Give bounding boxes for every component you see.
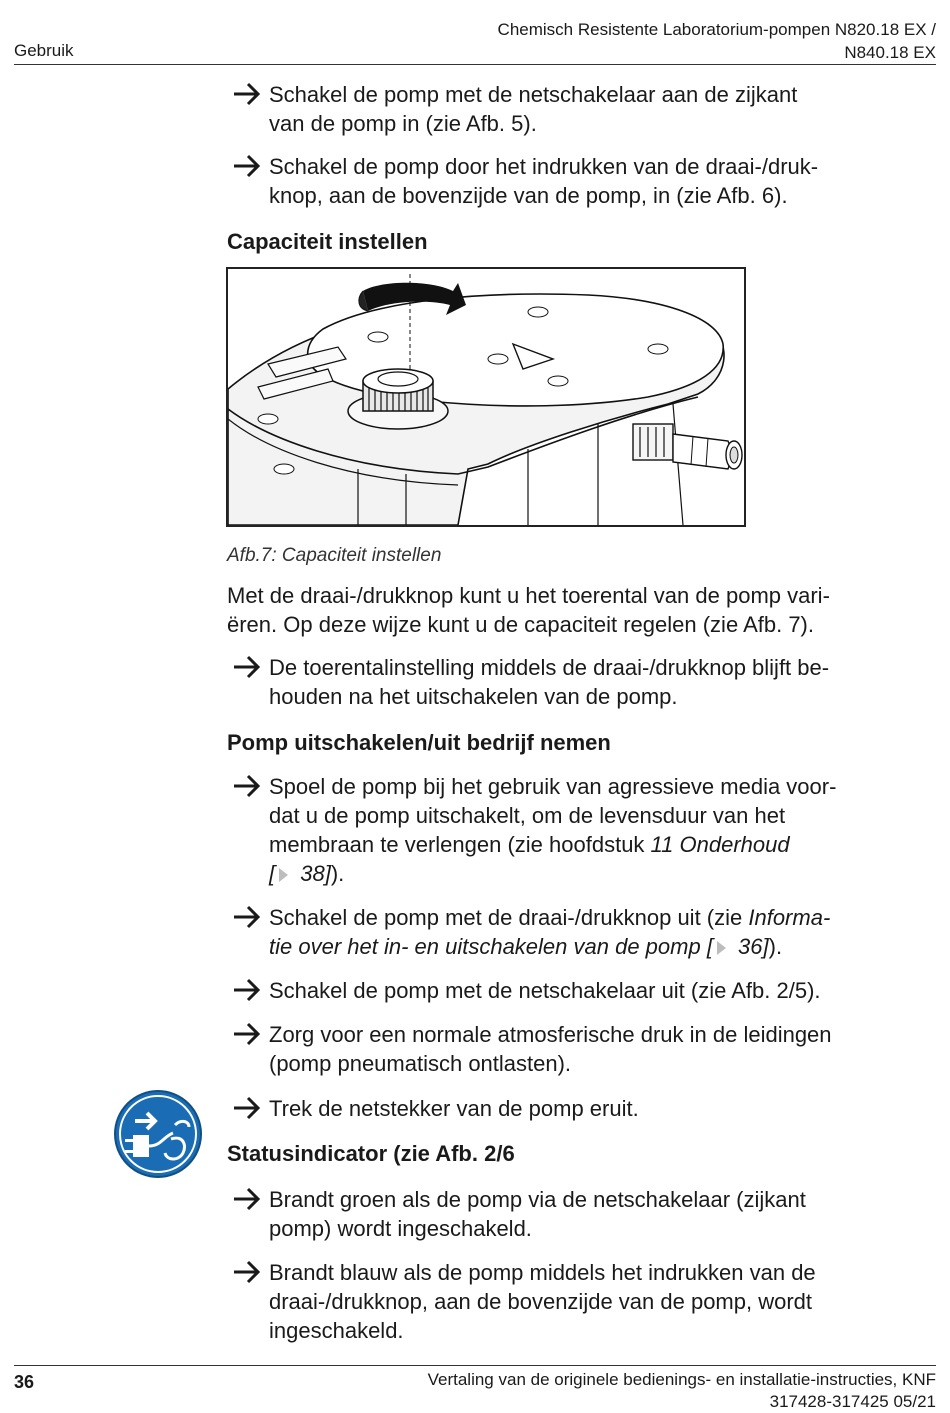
page-ref-open: [ (269, 861, 276, 886)
para-line: ëren. Op deze wijze kunt u de capaciteit regelen (zie Afb. 7). (227, 612, 814, 637)
step-pressure-release (232, 1020, 922, 1078)
header-section: Gebruik (14, 41, 74, 60)
step-line: houden na het uitschakelen van de pomp. (269, 684, 678, 709)
right-arrow-icon (232, 772, 262, 807)
chapter-link[interactable]: 11 Onderhoud (650, 832, 790, 857)
page-ref[interactable]: 36] (731, 934, 769, 959)
footer-line1: Vertaling van de originele bedienings- en installatie-instructies, KNF (427, 1370, 936, 1389)
page-ref-close: ). (768, 934, 783, 959)
step-line: draai-/drukknop, aan de bovenzijde van de pomp, wordt (269, 1289, 813, 1314)
right-arrow-icon (232, 152, 262, 187)
header-title (336, 18, 936, 64)
disconnect-mains-plug-icon (113, 1089, 203, 1179)
figure-caption: Afb.7: Capaciteit instellen (227, 545, 442, 566)
step-unplug (232, 1094, 922, 1123)
right-arrow-icon (232, 1185, 262, 1220)
step-line: dat u de pomp uitschakelt, om de levensduur van het (269, 803, 786, 828)
step-status-green (232, 1185, 922, 1243)
step-switch-off-knob (232, 903, 922, 961)
right-arrow-icon (232, 1020, 262, 1055)
heading-status: Statusindicator (zie Afb. 2/6 (227, 1141, 515, 1166)
step-line: Brandt blauw als de pomp middels het indrukken van de (269, 1260, 816, 1285)
step-switch-on-mains (232, 80, 922, 138)
header-title-line2: N840.18 EX (844, 43, 936, 62)
page-ref[interactable]: 38] (294, 861, 331, 886)
paragraph-capacity (227, 581, 927, 639)
right-arrow-icon (232, 80, 262, 115)
footer-text (236, 1369, 936, 1413)
step-switch-on-knob (232, 152, 922, 210)
heading-shutdown: Pomp uitschakelen/uit bedrijf nemen (227, 730, 611, 755)
right-arrow-icon (232, 1094, 262, 1129)
step-line: Trek de netstekker van de pomp eruit. (269, 1096, 639, 1121)
figure-pump-knob (226, 267, 746, 527)
step-line: Schakel de pomp door het indrukken van de draai-/druk- (269, 154, 819, 179)
page-ref-close: ). (330, 861, 345, 886)
right-arrow-icon (232, 1258, 262, 1293)
right-arrow-icon (232, 653, 262, 688)
step-speed-retained (232, 653, 922, 711)
para-line: Met de draai-/drukknop kunt u het toerental van de pomp vari- (227, 583, 830, 608)
right-arrow-icon (232, 903, 262, 938)
header-rule (14, 64, 936, 65)
page-number: 36 (14, 1372, 35, 1392)
step-line: Spoel de pomp bij het gebruik van agressieve media voor- (269, 774, 837, 799)
footer-line2: 317428-317425 05/21 (769, 1392, 936, 1411)
page-ref-marker-icon (279, 868, 288, 882)
step-line: van de pomp in (zie Afb. 5). (269, 111, 537, 136)
step-line: knop, aan de bovenzijde van de pomp, in (zie Afb. 6). (269, 183, 788, 208)
page-ref-marker-icon (717, 941, 726, 955)
step-switch-off-mains (232, 976, 922, 1005)
step-line: (pomp pneumatisch ontlasten). (269, 1051, 572, 1076)
step-line: membraan te verlengen (zie hoofdstuk (269, 832, 651, 857)
info-link[interactable]: Informa- (748, 905, 831, 930)
step-status-blue (232, 1258, 922, 1345)
step-line: ingeschakeld. (269, 1318, 404, 1343)
step-line: De toerentalinstelling middels de draai-/drukknop blijft be- (269, 655, 830, 680)
header-title-line1: Chemisch Resistente Laboratorium-pompen N820.18 EX / (497, 20, 936, 39)
info-link[interactable]: tie over het in- en uitschakelen van de pomp [ (269, 934, 713, 959)
step-line: Schakel de pomp met de netschakelaar uit (zie Afb. 2/5). (269, 978, 821, 1003)
step-line: Schakel de pomp met de netschakelaar aan de zijkant (269, 82, 798, 107)
heading-capacity: Capaciteit instellen (227, 229, 428, 254)
step-line: pomp) wordt ingeschakeld. (269, 1216, 532, 1241)
step-line: Zorg voor een normale atmosferische druk in de leidingen (269, 1022, 832, 1047)
step-line: Schakel de pomp met de draai-/drukknop uit (zie (269, 905, 749, 930)
right-arrow-icon (232, 976, 262, 1011)
step-line: Brandt groen als de pomp via de netschakelaar (zijkant (269, 1187, 806, 1212)
footer-rule (14, 1365, 936, 1366)
step-flush-pump (232, 772, 922, 888)
